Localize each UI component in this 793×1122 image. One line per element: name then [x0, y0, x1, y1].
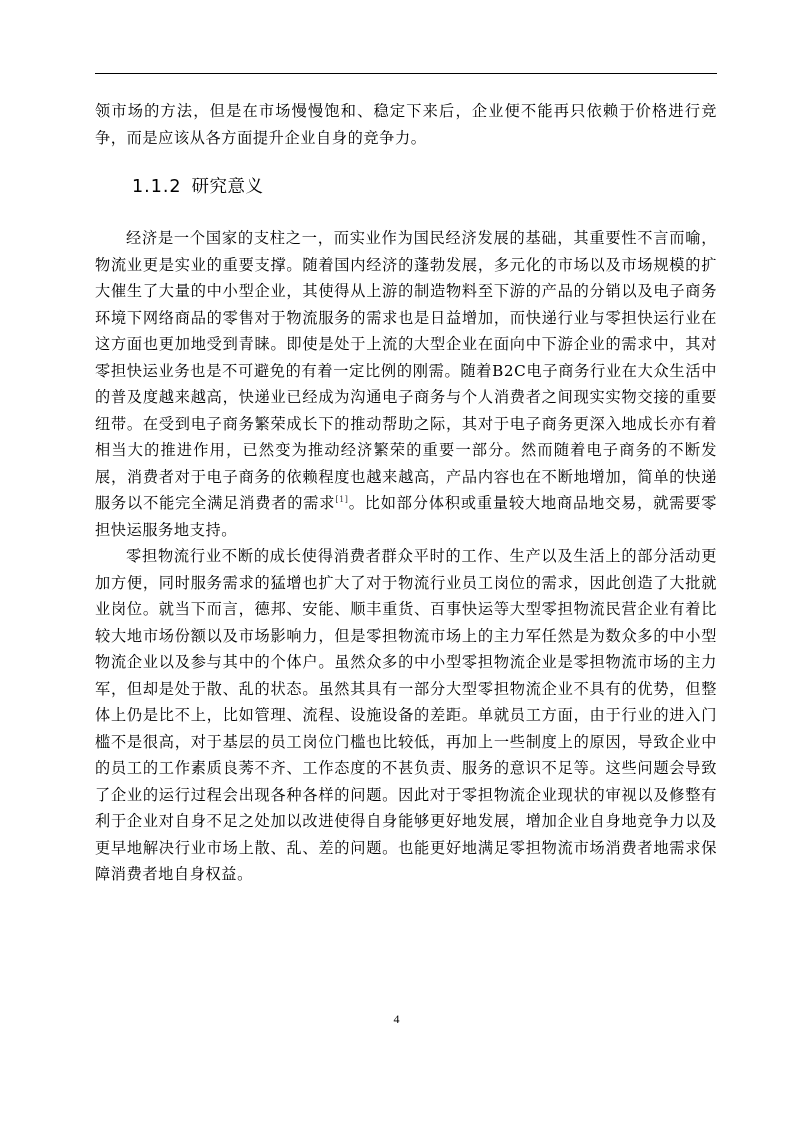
header-rule	[95, 73, 717, 74]
paragraph-ltl-logistics: 零担物流行业不断的成长使得消费者群众平时的工作、生产以及生活上的部分活动更加方便，同时服务需求的猛增也扩大了对于物流行业员工岗位的需求，因此创造了大批就业岗位。就当下而言，德邦、安能、顺丰重货、百事快运等大型零担物流民营企业有着比较大地市场份额以及市场影响力，但是零担物流市场上的主力军任然是为数众多的中小型物流企业以及参与其中的个体户。虽然众多的中小型零担物流企业是零担物流市场的主力军，但却是处于散、乱的状态。虽然其具有一部分大型零担物流企业不具有的优势，但整体上仍是比不上，比如管理、流程、设施设备的差距。单就员工方面，由于行业的进入门槛不是很高，对于基层的员工岗位门槛也比较低，再加上一些制度上的原因，导致企业中的员工的工作素质良莠不齐、工作态度的不甚负责、服务的意识不足等。这些问题会导致了企业的运行过程会出现各种各样的问题。因此对于零担物流企业现状的审视以及修整有利于企业对自身不足之处加以改进使得自身能够更好地发展，增加企业自身地竞争力以及更早地解决行业市场上散、乱、差的问题。也能更好地满足零担物流市场消费者地需求保障消费者地自身权益。	[95, 547, 717, 883]
continued-paragraph: 领市场的方法，但是在市场慢慢饱和、稳定下来后，企业便不能再只依赖于价格进行竞争，而是应该从各方面提升企业自身的竞争力。	[95, 102, 717, 147]
paragraph-economic-significance	[95, 225, 717, 543]
paragraph-text-continued: 。比如部分体积或重量较大地商品地交易，就需要零担快运服务地支持。	[95, 494, 717, 539]
section-number: 1.1.2	[132, 177, 182, 197]
section-heading	[95, 173, 717, 201]
page-body	[95, 98, 717, 888]
section-title: 研究意义	[191, 177, 264, 197]
citation-reference[interactable]: [1]	[335, 494, 349, 504]
paragraph-text: 经济是一个国家的支柱之一，而实业作为国民经济发展的基础，其重要性不言而喻，物流业更是实业的重要支撑。随着国内经济的蓬勃发展，多元化的市场以及市场规模的扩大催生了大量的中小型企业，其使得从上游的制造物料至下游的产品的分销以及电子商务环境下网络商品的零售对于物流服务的需求也是日益增加，而快递行业与零担快运行业在这方面也更加地受到青睐。即使是处于上流的大型企业在面向中下游企业的需求中，其对零担快运业务也是不可避免的有着一定比例的刚需。随着B2C电子商务行业在大众生活中的普及度越来越高，快递业已经成为沟通电子商务与个人消费者之间现实实物交接的重要纽带。在受到电子商务繁荣成长下的推动帮助之际，其对于电子商务更深入地成长亦有着相当大的推进作用，已然变为推动经济繁荣的重要一部分。然而随着电子商务的不断发展，消费者对于电子商务的依赖程度也越来越高，产品内容也在不断地增加，简单的快递服务以不能完全满足消费者的需求	[95, 229, 717, 512]
page-number: 4	[393, 1012, 400, 1026]
